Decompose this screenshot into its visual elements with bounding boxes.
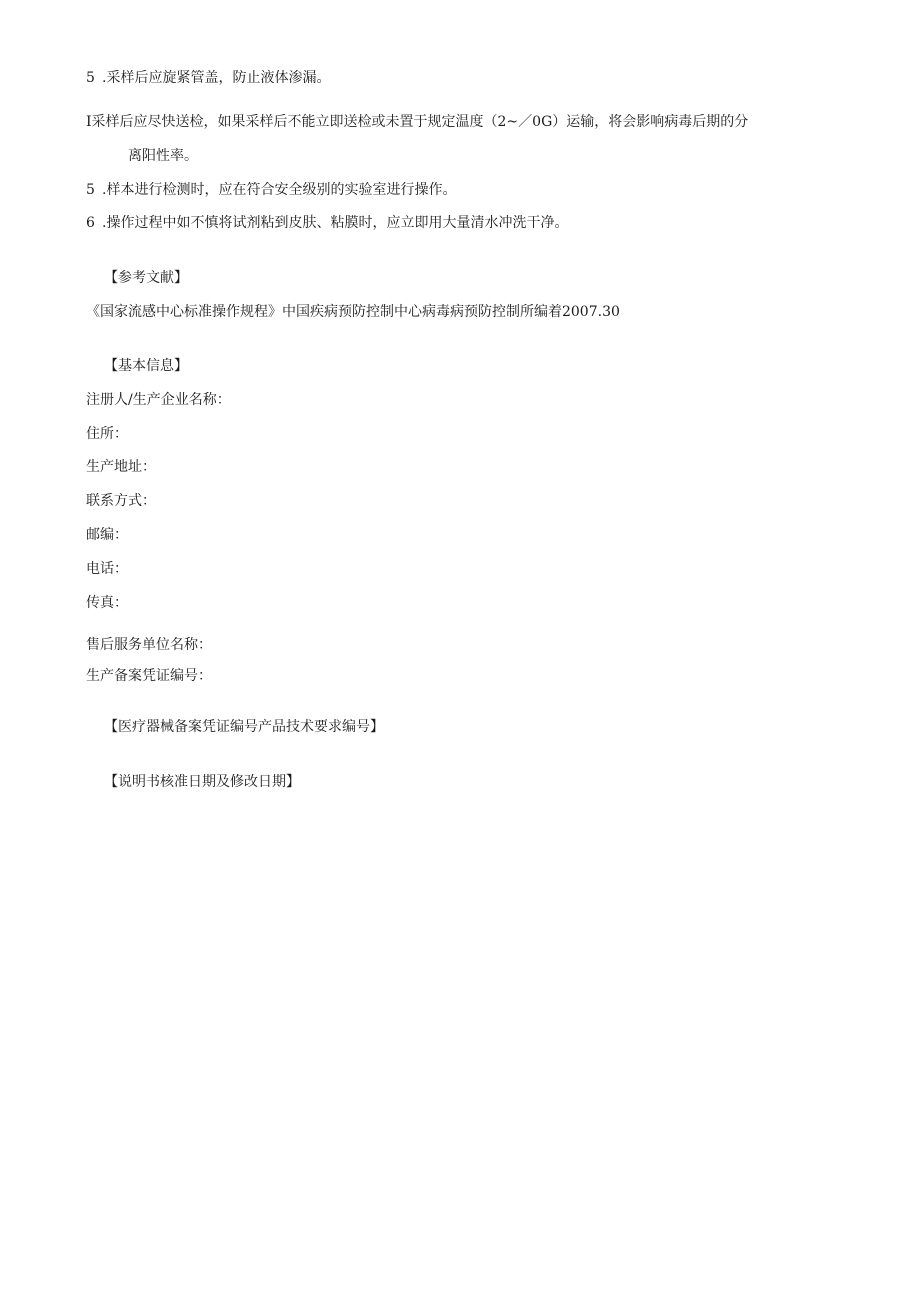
phone-label: 电话： <box>86 561 128 577</box>
after-sales-label: 售后服务单位名称： <box>86 637 212 653</box>
note-text: .样本进行检测时，应在符合安全级别的实验室进行操作。 <box>102 182 457 198</box>
note-number: 5 <box>86 182 95 198</box>
registrant-label: 注册人/生产企业名称： <box>86 392 231 408</box>
note-text: .操作过程中如不慎将试剂粘到皮肤、粘膜时，应立即用大量清水冲洗干净。 <box>102 215 569 231</box>
note-item-6 <box>86 213 568 233</box>
basic-info-heading: 【基本信息】 <box>104 358 188 374</box>
note-item-5a <box>86 68 330 88</box>
contact-label: 联系方式： <box>86 493 156 509</box>
reference-entry: 《国家流感中心标准操作规程》中国疾病预防控制中心病毒病预防控制所编着2007.30 <box>86 304 620 320</box>
note-number: 5 <box>86 70 95 86</box>
note-number: 6 <box>86 215 95 231</box>
note-item-I-line1: I采样后应尽快送检，如果采样后不能立即送检或未置于规定温度（2~／0G）运输，将会影响病毒后期的分 <box>86 114 749 130</box>
references-heading: 【参考文献】 <box>104 270 188 286</box>
note-item-I-line2: 离阳性率。 <box>128 148 198 164</box>
manual-dates-heading: 【说明书核准日期及修改日期】 <box>104 774 300 790</box>
fax-label: 传真： <box>86 595 128 611</box>
production-record-number-label: 生产备案凭证编号： <box>86 668 212 684</box>
device-record-heading: 【医疗器械备案凭证编号产品技术要求编号】 <box>104 719 384 735</box>
note-item-5b <box>86 180 456 200</box>
note-text: .采样后应旋紧管盖，防止液体渗漏。 <box>102 70 331 86</box>
postcode-label: 邮编： <box>86 527 128 543</box>
production-address-label: 生产地址： <box>86 459 156 475</box>
address-label: 住所： <box>86 426 128 442</box>
